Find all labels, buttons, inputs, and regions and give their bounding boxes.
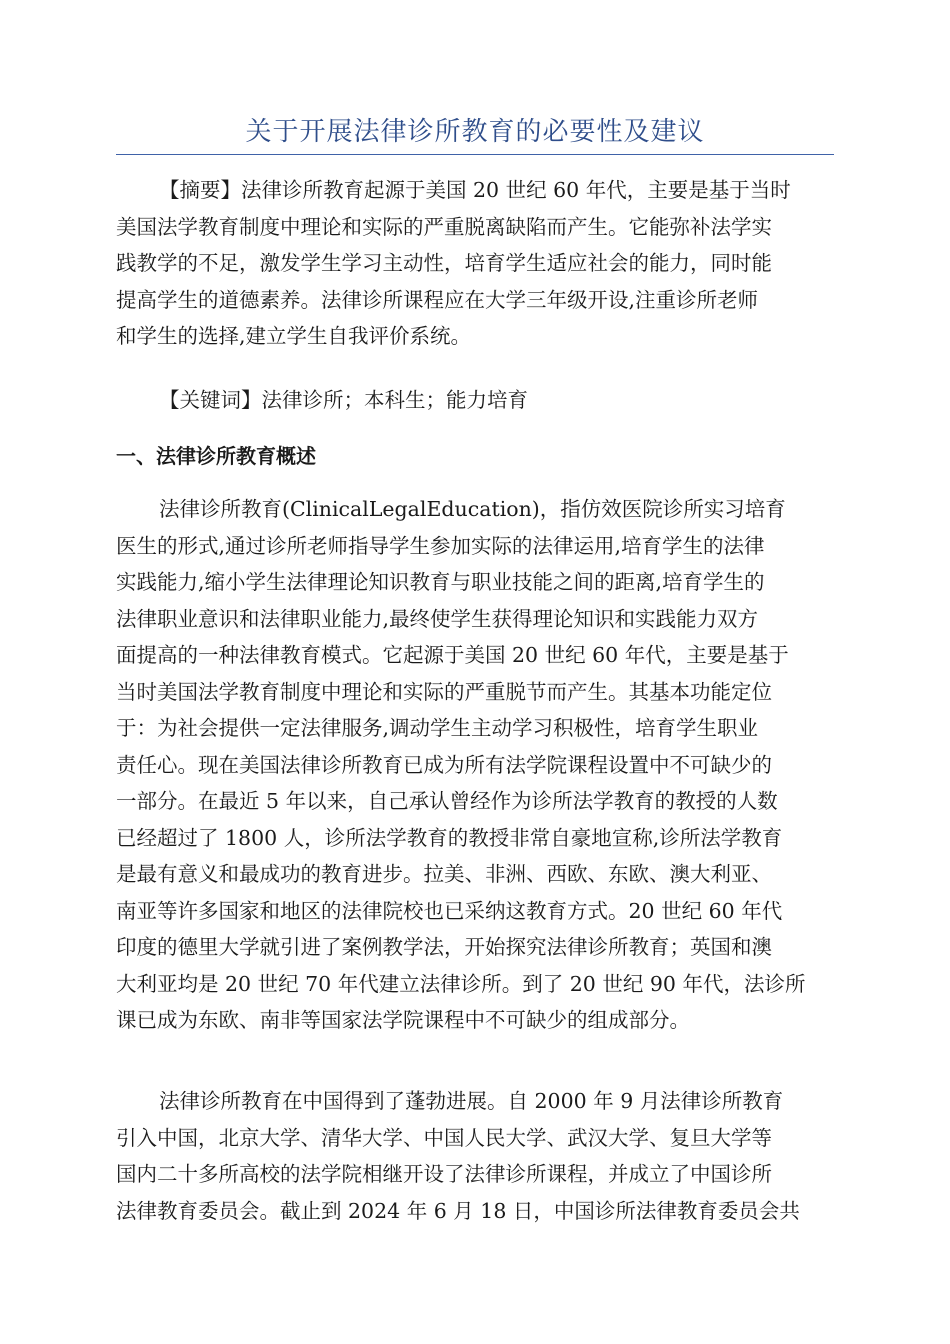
paragraph-line: 是最有意义和最成功的教育进步。拉美、非洲、西欧、东欧、澳大利亚、 bbox=[116, 862, 772, 886]
title-underline bbox=[116, 154, 834, 155]
paragraph-line: 责任心。现在美国法律诊所教育已成为所有法学院课程设置中不可缺少的 bbox=[116, 752, 772, 777]
document-title: 关于开展法律诊所教育的必要性及建议 bbox=[245, 117, 705, 147]
abstract-paragraph bbox=[116, 172, 834, 355]
paragraph-line: 一部分。在最近 5 年以来，自己承认曾经作为诊所法学教育的教授的人数 bbox=[116, 789, 778, 813]
paragraph-line: 国内二十多所高校的法学院相继开设了法律诊所课程，并成立了中国诊所 bbox=[116, 1162, 772, 1186]
paragraph-line: 实践能力,缩小学生法律理论知识教育与职业技能之间的距离,培育学生的 bbox=[116, 570, 765, 594]
paragraph-line: 引入中国，北京大学、清华大学、中国人民大学、武汉大学、复旦大学等 bbox=[116, 1125, 772, 1150]
abstract-line: 提高学生的道德素养。法律诊所课程应在大学三年级开设,注重诊所老师 bbox=[116, 287, 759, 312]
paragraph-line: 印度的德里大学就引进了案例教学法，开始探究法律诊所教育；英国和澳 bbox=[116, 935, 772, 959]
abstract-line: 美国法学教育制度中理论和实际的严重脱离缺陷而产生。它能弥补法学实 bbox=[116, 214, 772, 239]
paragraph-line: 法律诊所教育(ClinicalLegalEducation)，指仿效医院诊所实习培育 bbox=[159, 497, 786, 521]
body-paragraph-1 bbox=[116, 491, 834, 1039]
body-paragraph-2 bbox=[116, 1083, 834, 1229]
paragraph-line: 法律职业意识和法律职业能力,最终使学生获得理论知识和实践能力双方 bbox=[116, 606, 759, 631]
keywords-line: 【关键词】法律诊所；本科生；能力培育 bbox=[159, 388, 528, 412]
paragraph-line: 医生的形式,通过诊所老师指导学生参加实际的法律运用,培育学生的法律 bbox=[116, 533, 765, 558]
keywords-paragraph bbox=[116, 382, 834, 419]
paragraph-line: 于：为社会提供一定法律服务,调动学生主动学习积极性，培育学生职业 bbox=[116, 716, 759, 740]
paragraph-line: 南亚等许多国家和地区的法律院校也已采纳这教育方式。20 世纪 60 年代 bbox=[116, 898, 783, 923]
paragraph-line: 面提高的一种法律教育模式。它起源于美国 20 世纪 60 年代，主要是基于 bbox=[116, 643, 789, 667]
paragraph-line: 已经超过了 1800 人，诊所法学教育的教授非常自豪地宣称,诊所法学教育 bbox=[116, 825, 783, 850]
section-heading: 一、法律诊所教育概述 bbox=[116, 444, 316, 468]
paragraph-line: 大利亚均是 20 世纪 70 年代建立法律诊所。到了 20 世纪 90 年代，法诊所 bbox=[116, 971, 806, 996]
abstract-line: 践教学的不足，激发学生学习主动性，培育学生适应社会的能力，同时能 bbox=[116, 251, 772, 275]
abstract-line: 和学生的选择,建立学生自我评价系统。 bbox=[116, 324, 472, 348]
paragraph-line: 课已成为东欧、南非等国家法学院课程中不可缺少的组成部分。 bbox=[116, 1008, 690, 1032]
paragraph-line: 当时美国法学教育制度中理论和实际的严重脱节而产生。其基本功能定位 bbox=[116, 679, 772, 704]
paragraph-line: 法律诊所教育在中国得到了蓬勃进展。自 2000 年 9 月法律诊所教育 bbox=[159, 1089, 784, 1113]
abstract-line: 【摘要】法律诊所教育起源于美国 20 世纪 60 年代，主要是基于当时 bbox=[159, 178, 791, 202]
paragraph-line: 法律教育委员会。截止到 2024 年 6 月 18 日，中国诊所法律教育委员会共 bbox=[116, 1198, 800, 1223]
